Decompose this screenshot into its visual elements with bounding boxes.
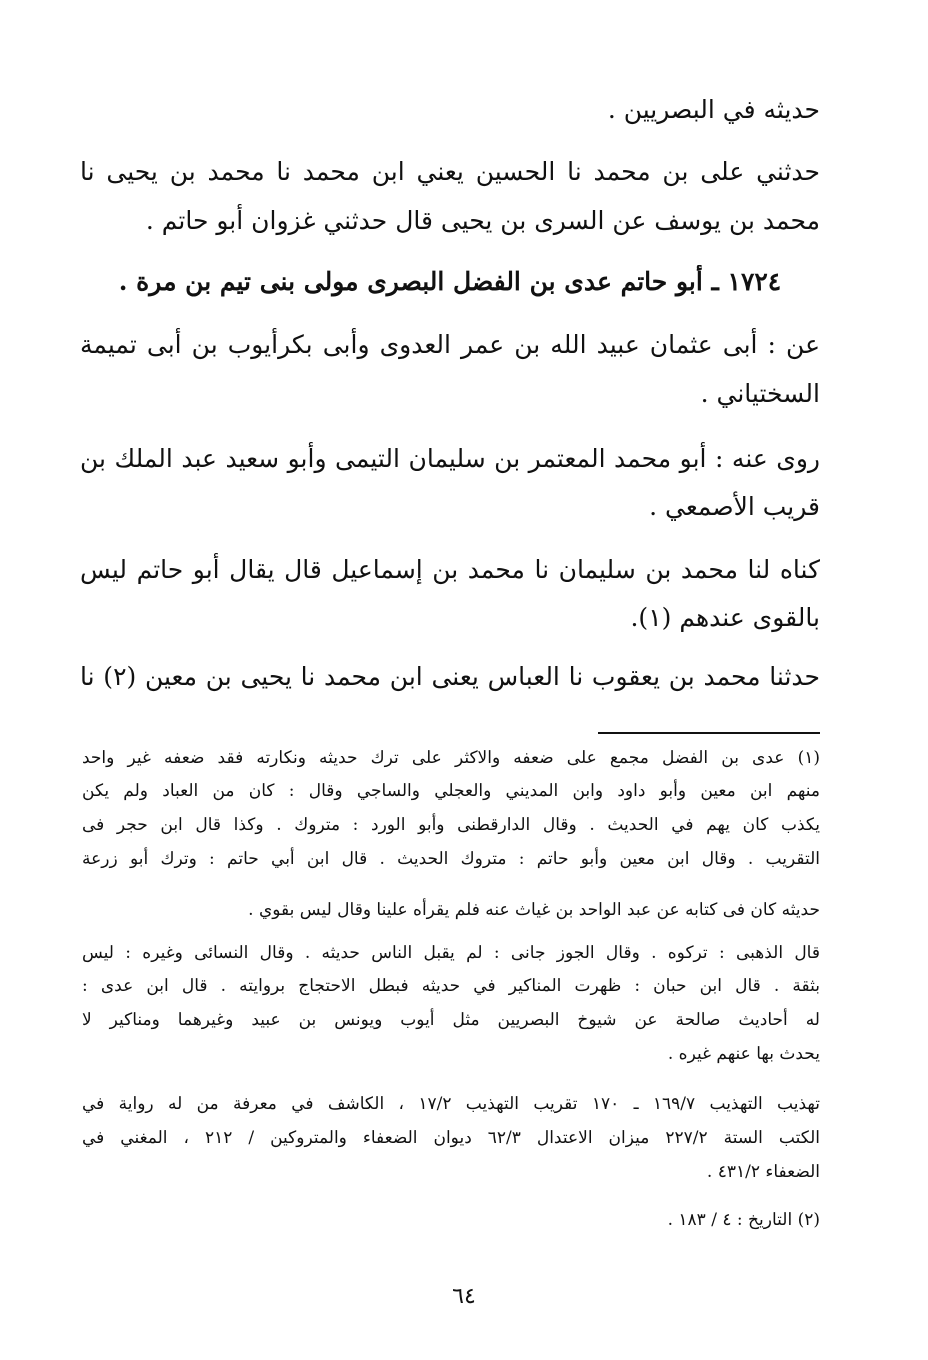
- main-text-line: بالقوى عندهم (١).: [630, 603, 820, 632]
- footnote-line: (١) عدى بن الفضل مجمع على ضعفه والاكثر على ترك حديثه ونكارته فقد ضعفه غير واحد: [82, 748, 820, 768]
- main-text-line: عن : أبى عثمان عبيد الله بن عمر العدوى وأبى بكرأيوب بن أبى تميمة: [80, 330, 820, 359]
- footnote-line: الكتب الستة ٢٢٧/٢ ميزان الاعتدال ٦٢/٣ ديوان الضعفاء والمتروكين / ٢١٢ ، المغني في: [82, 1128, 820, 1148]
- footnote-line: قال الذهبى : تركوه . وقال الجوز جانى : لم يقبل الناس حديثه . وقال النسائى وغيره : ليس: [82, 943, 820, 963]
- footnote-separator: [598, 732, 820, 734]
- footnote-line: بثقة . قال ابن حبان : ظهرت المناكير في حديثه فبطل الاحتجاج بروايته . قال ابن عدى :: [82, 976, 820, 996]
- main-text-line: السختياني .: [700, 379, 820, 408]
- main-text-line: حدثني على بن محمد نا الحسين يعني ابن محمد نا محمد بن يحيى نا: [80, 157, 820, 186]
- entry-heading: ١٧٢٤ ـ أبو حاتم عدى بن الفضل البصرى مولى بنى تيم بن مرة .: [118, 267, 782, 296]
- footnote-line: يكذب كان يهم في الحديث . وقال الدارقطنى وأبو الورد : متروك . وكذا قال ابن حجر فى: [82, 815, 820, 835]
- footnote-line: الضعفاء ٤٣١/٢ .: [706, 1162, 820, 1182]
- main-text-line: كناه لنا محمد بن سليمان نا محمد بن إسماعيل قال يقال أبو حاتم ليس: [80, 555, 820, 584]
- main-text-line: حديثه في البصريين .: [607, 95, 820, 124]
- main-text-line: قريب الأصمعي .: [649, 492, 820, 521]
- footnote-line: التقريب . وقال ابن معين وأبو حاتم : متروك الحديث . قال ابن أبي حاتم : وترك أبو زرعة: [82, 849, 820, 869]
- footnote-line: له أحاديث صالحة عن شيوخ البصريين مثل أيوب ويونس بن عبيد وغيرهما ومناكير لا: [82, 1010, 820, 1030]
- footnote-line: يحدث بها عنهم غيره .: [667, 1044, 820, 1064]
- main-text-line: حدثنا محمد بن يعقوب نا العباس يعنى ابن محمد نا يحيى بن معين (٢) نا: [80, 662, 820, 691]
- footnote-line: منهم ابن معين وأبو داود وابن المديني والعجلي والساجي وقال : كان من العباد ولم يكن: [82, 781, 820, 801]
- footnote-line: (٢) التاريخ : ٤ / ١٨٣ .: [667, 1210, 820, 1230]
- page-number: ٦٤: [452, 1284, 476, 1309]
- main-text-line: محمد بن يوسف عن السرى بن يحيى قال حدثني غزوان أبو حاتم .: [145, 206, 820, 235]
- main-text-line: روى عنه : أبو محمد المعتمر بن سليمان التيمى وأبو سعيد عبد الملك بن: [80, 444, 820, 473]
- footnote-line: تهذيب التهذيب ١٦٩/٧ ـ ١٧٠ تقريب التهذيب ١٧/٢ ، الكاشف في معرفة من له رواية في: [82, 1094, 820, 1114]
- footnote-line: حديثه كان فى كتابه عن عبد الواحد بن غياث عنه فلم يقرأه علينا وقال ليس بقوي .: [248, 900, 820, 920]
